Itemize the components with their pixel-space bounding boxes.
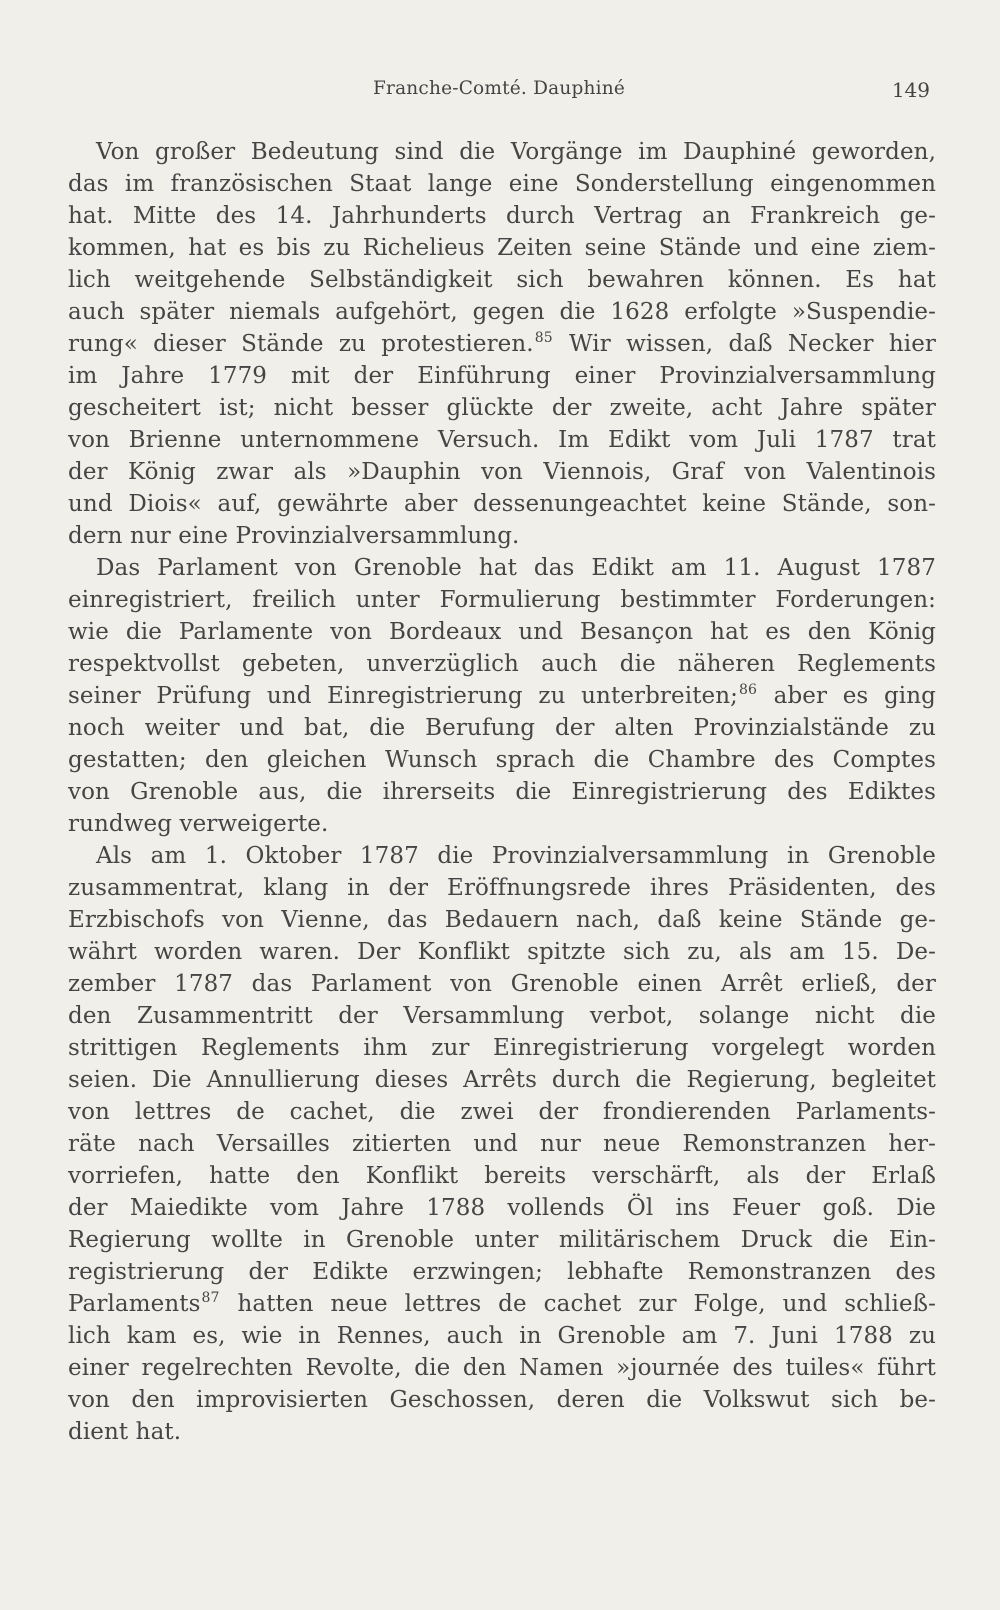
line-text: seien. Die Annullierung dieses Arrêts durch die Regierung, begleitet (68, 1067, 936, 1093)
line-text-continued: hatten neue lettres de cachet zur Folge, und schließ- (220, 1291, 936, 1317)
text-line (68, 168, 936, 200)
running-head (68, 78, 930, 108)
line-text: der König zwar als »Dauphin von Viennois, Graf von Valentinois (68, 459, 936, 485)
text-line (68, 872, 936, 904)
line-text: währt worden waren. Der Konflikt spitzte sich zu, als am 15. De- (68, 939, 936, 965)
line-text: von lettres de cachet, die zwei der frondierenden Parlaments- (68, 1099, 936, 1125)
text-line (68, 1320, 936, 1352)
text-line (68, 136, 936, 168)
text-line (68, 200, 936, 232)
text-line (68, 1192, 936, 1224)
line-text: von Grenoble aus, die ihrerseits die Einregistrierung des Ediktes (68, 779, 936, 805)
text-line (68, 808, 936, 840)
text-line (68, 1096, 936, 1128)
text-line (68, 1000, 936, 1032)
line-text-continued: Wir wissen, daß Necker hier (553, 331, 937, 357)
running-title: Franche-Comté. Dauphiné (373, 78, 625, 99)
line-text: lich weitgehende Selbständigkeit sich bewahren können. Es hat (68, 267, 936, 293)
line-text: Regierung wollte in Grenoble unter militärischem Druck die Ein- (68, 1227, 936, 1253)
text-line (68, 520, 936, 552)
line-text: Von großer Bedeutung sind die Vorgänge im Dauphiné geworden, (96, 139, 936, 165)
text-line (68, 232, 936, 264)
line-text: kommen, hat es bis zu Richelieus Zeiten seine Stände und eine ziem- (68, 235, 936, 261)
line-text: hat. Mitte des 14. Jahrhunderts durch Vertrag an Frankreich ge- (68, 203, 936, 229)
line-text: von den improvisierten Geschossen, deren die Volkswut sich be- (68, 1387, 936, 1413)
text-line (68, 968, 936, 1000)
line-text: strittigen Reglements ihm zur Einregistrierung vorgelegt worden (68, 1035, 936, 1061)
line-text: Parlaments (68, 1291, 201, 1317)
line-text: gescheitert ist; nicht besser glückte der zweite, acht Jahre später (68, 395, 936, 421)
line-text: der Maiedikte vom Jahre 1788 vollends Öl ins Feuer goß. Die (68, 1195, 936, 1221)
text-line (68, 296, 936, 328)
line-text: vorriefen, hatte den Konflikt bereits verschärft, als der Erlaß (68, 1163, 936, 1189)
page-number: 149 (891, 78, 930, 102)
line-text: zember 1787 das Parlament von Grenoble einen Arrêt erließ, der (68, 971, 936, 997)
line-text: rundweg verweigerte. (68, 811, 329, 837)
text-line (68, 776, 936, 808)
text-line (68, 584, 936, 616)
line-text: im Jahre 1779 mit der Einführung einer Provinzialversammlung (68, 363, 936, 389)
text-line (68, 616, 936, 648)
line-text-continued: aber es ging (758, 683, 936, 709)
line-text: von Brienne unternommene Versuch. Im Edikt vom Juli 1787 trat (68, 427, 936, 453)
text-line (68, 840, 936, 872)
line-text: dern nur eine Provinzialversammlung. (68, 523, 520, 549)
text-line (68, 1160, 936, 1192)
text-line (68, 360, 936, 392)
body-text (68, 136, 936, 1448)
text-line (68, 552, 936, 584)
line-text: gestatten; den gleichen Wunsch sprach die Chambre des Comptes (68, 747, 936, 773)
text-line (68, 1032, 936, 1064)
text-line (68, 1288, 936, 1320)
line-text: einer regelrechten Revolte, die den Namen »journée des tuiles« führt (68, 1355, 936, 1381)
text-line (68, 328, 936, 360)
line-text: wie die Parlamente von Bordeaux und Besançon hat es den König (68, 619, 936, 645)
text-line (68, 744, 936, 776)
text-line (68, 1128, 936, 1160)
text-line (68, 1256, 936, 1288)
line-text: rung« dieser Stände zu protestieren. (68, 331, 534, 357)
text-line (68, 1416, 936, 1448)
line-text: Erzbischofs von Vienne, das Bedauern nach, daß keine Stände ge- (68, 907, 936, 933)
text-line (68, 392, 936, 424)
line-text: respektvollst gebeten, unverzüglich auch die näheren Reglements (68, 651, 936, 677)
line-text: auch später niemals aufgehört, gegen die 1628 erfolgte »Suspendie- (68, 299, 936, 325)
footnote-marker: 86 (739, 682, 758, 698)
line-text: Das Parlament von Grenoble hat das Edikt am 11. August 1787 (96, 555, 936, 581)
text-line (68, 904, 936, 936)
line-text: und Diois« auf, gewährte aber dessenungeachtet keine Stände, son- (68, 491, 936, 517)
line-text: den Zusammentritt der Versammlung verbot, solange nicht die (68, 1003, 936, 1029)
text-line (68, 264, 936, 296)
line-text: einregistriert, freilich unter Formulierung bestimmter Forderungen: (68, 587, 936, 613)
footnote-marker: 87 (201, 1290, 220, 1306)
text-line (68, 1064, 936, 1096)
line-text: noch weiter und bat, die Berufung der alten Provinzialstände zu (68, 715, 936, 741)
text-line (68, 648, 936, 680)
line-text: dient hat. (68, 1419, 182, 1445)
line-text: seiner Prüfung und Einregistrierung zu unterbreiten; (68, 683, 739, 709)
line-text: registrierung der Edikte erzwingen; lebhafte Remonstranzen des (68, 1259, 936, 1285)
footnote-marker: 85 (534, 330, 553, 346)
line-text: zusammentrat, klang in der Eröffnungsrede ihres Präsidenten, des (68, 875, 936, 901)
line-text: lich kam es, wie in Rennes, auch in Grenoble am 7. Juni 1788 zu (68, 1323, 936, 1349)
text-line (68, 424, 936, 456)
text-line (68, 1352, 936, 1384)
text-line (68, 456, 936, 488)
line-text: räte nach Versailles zitierten und nur neue Remonstranzen her- (68, 1131, 936, 1157)
line-text: Als am 1. Oktober 1787 die Provinzialversammlung in Grenoble (96, 843, 936, 869)
line-text: das im französischen Staat lange eine Sonderstellung eingenommen (68, 171, 936, 197)
text-line (68, 712, 936, 744)
text-line (68, 1224, 936, 1256)
text-line (68, 1384, 936, 1416)
text-line (68, 680, 936, 712)
text-line (68, 488, 936, 520)
text-line (68, 936, 936, 968)
